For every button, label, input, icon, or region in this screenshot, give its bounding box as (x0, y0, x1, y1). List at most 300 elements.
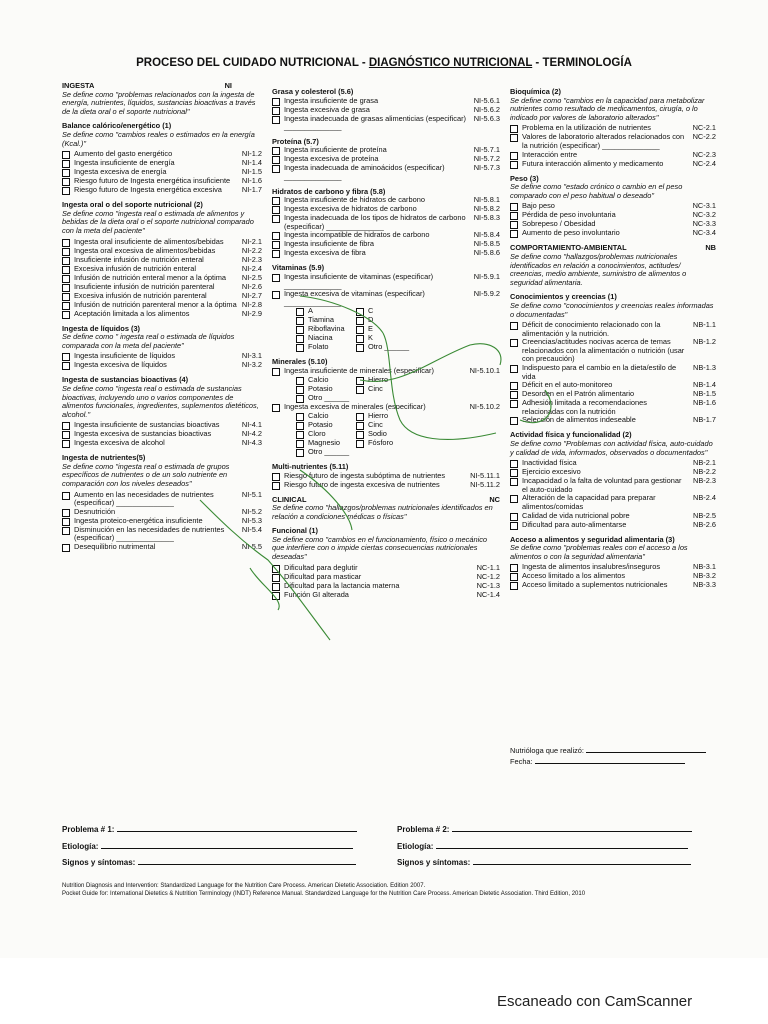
option-item[interactable] (356, 376, 416, 385)
checkbox[interactable] (272, 98, 280, 106)
ingesta-definition: Se define como "problemas relacionados con la ingesta de energía, nutrientes, líquidos, sustancias bioactivas a través de la dieta oral o el soporte nutricional" (62, 89, 256, 116)
checklist-item-bioquimica[interactable] (510, 133, 716, 150)
multi-nutrientes-title: Multi-nutrientes (5.11) (272, 461, 349, 471)
column-clinical-behavior (510, 82, 716, 590)
item-code: NI-5.5 (241, 542, 262, 552)
checklist-item-ingesta-sub-3[interactable] (62, 361, 262, 370)
comportamiento-title: COMPORTAMIENTO-AMBIENTAL (510, 243, 627, 253)
checkbox[interactable] (62, 302, 70, 310)
ingesta-code: NI (224, 81, 232, 90)
checkbox[interactable] (510, 495, 518, 503)
checkbox[interactable] (62, 257, 70, 265)
hidratos-title: Hidratos de carbono y fibra (5.8) (272, 186, 386, 196)
checkbox[interactable] (510, 365, 518, 373)
acceso-alimentos-section (510, 536, 716, 591)
checkbox[interactable] (272, 404, 280, 412)
checkbox[interactable] (62, 518, 70, 526)
option-item[interactable] (356, 325, 416, 334)
option-label: Potasio (308, 383, 333, 393)
fecha-label: Fecha: (510, 757, 533, 766)
ingesta-sub-2-title: Ingesta oral o del soporte nutricional (2) (62, 200, 203, 210)
actividad-fisica-title: Actividad física y funcionalidad (2) (510, 430, 632, 440)
option-item[interactable] (356, 439, 416, 448)
checkbox[interactable] (510, 513, 518, 521)
item-label: Ingesta excesiva de alcohol (74, 438, 165, 448)
checkbox[interactable] (356, 422, 364, 430)
problem-1-line[interactable] (117, 823, 357, 832)
option-label: E (368, 324, 373, 334)
item-code: NI-2.7 (241, 290, 262, 300)
checkbox[interactable] (272, 291, 280, 299)
checkbox[interactable] (272, 583, 280, 591)
funcional-definition: Se define como "cambios en el funcionamiento, físico o mecánico que interfiere con o impide ciertas consecuencias nutricionales deseadas" (272, 534, 488, 562)
checkbox[interactable] (510, 564, 518, 572)
checkbox[interactable] (62, 527, 70, 535)
checkbox[interactable] (62, 248, 70, 256)
checkbox[interactable] (510, 322, 518, 330)
ingesta-sub-2-definition: Se define como "ingesta real o estimada de alimentos y bebidas de la dieta oral o el soporte nutricional comparado con la meta del paciente" (62, 208, 254, 235)
checkbox[interactable] (510, 469, 518, 477)
checkbox[interactable] (272, 473, 280, 481)
item-label: Selección de alimentos indeseable (522, 415, 636, 425)
etiology-2-line[interactable] (436, 840, 688, 849)
checkbox[interactable] (510, 478, 518, 486)
checkbox[interactable] (296, 422, 304, 430)
item-label: Ingesta insuficiente de líquidos (74, 351, 176, 361)
item-code: NC-1.3 (476, 580, 500, 590)
reference-1: Nutrition Diagnosis and Intervention: Standardized Language for the Nutrition Care Process. American Dietetic Association. Edition 2007. (62, 883, 426, 889)
checklist-item-vitaminas[interactable] (272, 273, 500, 290)
checkbox[interactable] (62, 362, 70, 370)
item-code: NI-2.9 (241, 308, 262, 318)
item-label: Ingesta inadecuada de los tipos de hidratos de carbono (especificar) ______________ (284, 213, 466, 231)
checklist-item-grasa[interactable] (272, 115, 500, 132)
item-label: Dificultad para la lactancia materna (284, 580, 400, 590)
option-label: Otro ______ (308, 392, 350, 402)
item-label: Problema en la utilización de nutrientes (522, 123, 652, 133)
checkbox[interactable] (62, 151, 70, 159)
grasa-title: Grasa y colesterol (5.6) (272, 87, 354, 96)
option-label: Cinc (368, 383, 383, 393)
clinical-section (272, 496, 500, 522)
problem-1-block (62, 822, 357, 872)
item-label: Ingesta insuficiente de proteína (284, 145, 387, 155)
checkbox[interactable] (510, 134, 518, 142)
checklist-item-ingesta-sub-4[interactable] (62, 439, 262, 448)
checkbox[interactable] (62, 187, 70, 195)
item-code: NI-5.6.2 (473, 104, 500, 114)
item-label: Sobrepeso / Obesidad (522, 219, 596, 229)
acceso-alimentos-title: Acceso a alimentos y seguridad alimentaria (3) (510, 534, 675, 544)
checkbox[interactable] (62, 239, 70, 247)
item-code: NI-5.11.1 (470, 470, 500, 480)
item-code: NI-1.6 (241, 176, 262, 186)
checklist-item-ingesta-sub-1[interactable] (62, 186, 262, 195)
item-label: Excesiva infusión de nutrición enteral (74, 263, 197, 273)
actividad-fisica-section (510, 431, 716, 529)
checkbox[interactable] (296, 449, 304, 457)
item-label: Ingesta insuficiente de grasa (284, 95, 379, 105)
item-label: Dificultad para auto-alimentarse (522, 519, 627, 529)
item-label: Calidad de vida nutricional pobre (522, 510, 630, 520)
option-label: Niacina (308, 333, 333, 343)
checkbox[interactable] (272, 241, 280, 249)
option-label: Hierro (368, 374, 389, 384)
item-label: Creencias/actitudes nocivas acerca de temas relacionados con la alimentación o nutrición (usar con precaución) (522, 337, 685, 364)
peso-section (510, 175, 716, 239)
checkbox[interactable] (510, 460, 518, 468)
checkbox[interactable] (272, 197, 280, 205)
checkbox[interactable] (296, 344, 304, 352)
checkbox[interactable] (510, 152, 518, 160)
clinical-code: NC (489, 494, 500, 504)
item-code: NI-5.8.4 (473, 230, 500, 240)
item-code: NC-1.4 (476, 589, 500, 599)
proteina-section (272, 138, 500, 182)
checkbox[interactable] (62, 311, 70, 319)
problem-1-label: Problema # 1: (62, 825, 115, 834)
item-label: Función GI alterada (284, 589, 349, 599)
option-item[interactable] (296, 448, 356, 457)
reference-2: Pocket Guide for: International Dietetics & Nutrition Terminology (INDT) Reference Manual. Standardized Language for the Nutrition Care Process. American Dietetic Association. Third Edition, 2010 (62, 890, 586, 897)
checkbox[interactable] (510, 339, 518, 347)
checklist-item-ingesta-sub-2[interactable] (62, 310, 262, 319)
item-label: Inactividad física (522, 458, 577, 468)
checkbox[interactable] (272, 107, 280, 115)
fecha-line[interactable] (535, 756, 685, 764)
checkbox[interactable] (272, 232, 280, 240)
checklist-item-bioquimica[interactable] (510, 160, 716, 169)
conocimientos-definition: Se define como "conocimientos y creencias reales informadas o documentadas" (510, 300, 714, 319)
option-item[interactable] (356, 385, 416, 394)
checklist-item-conocimientos[interactable] (510, 364, 716, 381)
item-label: Insuficiente infusión de nutrición enteral (74, 254, 204, 264)
option-label: C (368, 306, 374, 316)
checkbox[interactable] (296, 317, 304, 325)
checkbox[interactable] (272, 592, 280, 600)
item-label: Aumento del gasto energético (74, 149, 173, 159)
item-label: Desorden en el Patrón alimentario (522, 389, 635, 399)
checklist-item-conocimientos[interactable] (510, 399, 716, 416)
checkbox[interactable] (510, 573, 518, 581)
checklist-item-actividad-fisica[interactable] (510, 521, 716, 530)
item-code: NC-2.3 (692, 149, 716, 159)
checkbox[interactable] (356, 308, 364, 316)
checkbox[interactable] (272, 574, 280, 582)
item-label: Riesgo futuro de ingesta excesiva de nutrientes (284, 479, 440, 489)
checkbox[interactable] (356, 440, 364, 448)
option-item[interactable] (356, 307, 416, 316)
checkbox[interactable] (272, 147, 280, 155)
clinical-definition: Se define como "hallazgos/problemas nutricionales identificados en relación a condiciones médicas o físicas" (272, 503, 493, 521)
comportamiento-definition: Se define como "hallazgos/problemas nutricionales identificados en relación a conocimientos, actitudes/ creencias, medio ambiente, suministro de alimentos o seguridad alimentaria. (510, 251, 687, 287)
item-code: NI-5.9.2 (473, 289, 500, 299)
item-code: NI-1.7 (241, 185, 262, 195)
item-code: NB-3.1 (692, 562, 716, 572)
checklist-item-peso[interactable] (510, 229, 716, 238)
checkbox[interactable] (272, 274, 280, 282)
option-item[interactable] (296, 421, 356, 430)
option-label: Magnesio (308, 437, 341, 447)
checklist-item-funcional[interactable] (272, 591, 500, 600)
item-label: Riesgo futuro de ingesta subóptima de nutrientes (284, 470, 446, 480)
checklist-item-hidratos[interactable] (272, 214, 500, 231)
item-code: NB-1.4 (692, 380, 716, 390)
item-label: Ingesta excesiva de fibra (284, 248, 366, 258)
checkbox[interactable] (296, 386, 304, 394)
checkbox[interactable] (510, 400, 518, 408)
checkbox[interactable] (272, 368, 280, 376)
item-label: Bajo peso (522, 201, 555, 211)
item-code: NI-2.1 (241, 236, 262, 246)
item-code: NI-5.8.2 (473, 204, 500, 214)
item-code: NC-3.2 (692, 210, 716, 220)
item-code: NI-1.5 (241, 167, 262, 177)
item-label: Ingesta inadecuada de grasas alimenticias (especificar) ______________ (284, 113, 466, 132)
option-grid (296, 412, 500, 457)
ingesta-sub-2-section (62, 201, 262, 318)
checklist-item-multi-nutrientes[interactable] (272, 481, 500, 490)
checkbox[interactable] (510, 522, 518, 530)
item-label: Infusión de nutrición parenteral menor a la óptima (74, 299, 237, 309)
checkbox[interactable] (356, 335, 364, 343)
checkbox[interactable] (356, 377, 364, 385)
option-label: D (368, 315, 374, 325)
checkbox[interactable] (272, 482, 280, 490)
option-label: Fósforo (368, 437, 394, 447)
item-code: NI-3.1 (241, 351, 262, 361)
ingesta-sub-5-title: Ingesta de nutrientes(5) (62, 453, 146, 463)
clinical-title: CLINICAL (272, 494, 307, 504)
checkbox[interactable] (272, 116, 280, 124)
funcional-section (272, 527, 500, 599)
checklist-item-ingesta-sub-5[interactable] (62, 526, 262, 543)
option-item[interactable] (356, 343, 416, 352)
item-code: NB-2.4 (692, 493, 716, 503)
funcional-title: Funcional (1) (272, 526, 318, 536)
item-label: Aumento de peso involuntario (522, 228, 620, 238)
conocimientos-section (510, 293, 716, 425)
item-label: Ingesta excesiva de proteína (284, 154, 379, 164)
multi-nutrientes-section (272, 463, 500, 490)
etiology-1-label: Etiología: (62, 841, 99, 851)
bioquimica-section (510, 88, 716, 169)
nutriologa-label: Nutrióloga que realizó: (510, 746, 584, 755)
item-label: Acceso limitado a suplementos nutricionales (522, 580, 668, 590)
ingesta-sub-1-title: Balance calórico/energético (1) (62, 121, 172, 131)
item-code: NI-5.6.1 (473, 95, 500, 105)
checklist-item-hidratos[interactable] (272, 249, 500, 258)
option-label: Calcio (308, 410, 329, 420)
ingesta-sub-4-definition: Se define como "ingesta real o estimada de sustancias bioactivas, incluyendo uno o varios componentes de alimentos funcionales, ingredientes, suplementos dietéticos, alcohol." (62, 383, 259, 419)
checklist-item-conocimientos[interactable] (510, 321, 716, 338)
item-code: NI-3.2 (241, 360, 262, 370)
item-label: Déficit de conocimiento relacionado con la alimentación y la nutrición. (522, 320, 661, 338)
option-label: Calcio (308, 374, 329, 384)
bioquimica-title: Bioquímica (2) (510, 87, 561, 96)
checkbox[interactable] (356, 431, 364, 439)
item-code: NI-4.1 (241, 420, 262, 430)
comportamiento-section (510, 244, 716, 287)
item-label: Pérdida de peso involuntaria (522, 210, 616, 220)
item-code: NI-5.2 (241, 506, 262, 516)
checkbox[interactable] (356, 326, 364, 334)
item-label: Insuficiente infusión de nutrición parenteral (74, 281, 215, 291)
problem-2-block (397, 822, 692, 872)
title-part-3: - TERMINOLOGÍA (532, 57, 632, 69)
checkbox[interactable] (296, 326, 304, 334)
option-label: Cinc (368, 419, 383, 429)
item-label: Ingesta insuficiente de minerales (especificar) (284, 365, 434, 375)
checklist-item-conocimientos[interactable] (510, 416, 716, 425)
ingesta-sub-4-section (62, 376, 262, 448)
checkbox[interactable] (296, 377, 304, 385)
checkbox[interactable] (62, 509, 70, 517)
item-label: Ingesta excesiva de grasa (284, 104, 370, 114)
item-label: Ingesta insuficiente de energía (74, 158, 175, 168)
checkbox[interactable] (510, 391, 518, 399)
checkbox[interactable] (62, 492, 70, 500)
item-code: NI-5.10.2 (469, 401, 500, 411)
checkbox[interactable] (510, 221, 518, 229)
checklist-item-vitaminas[interactable] (272, 290, 500, 307)
option-label: Cloro (308, 428, 326, 438)
checkbox[interactable] (62, 178, 70, 186)
title-part-1: PROCESO DEL CUIDADO NUTRICIONAL - (136, 57, 369, 69)
ingesta-sub-3-title: Ingesta de líquidos (3) (62, 323, 141, 333)
checkbox[interactable] (510, 125, 518, 133)
item-label: Futura interacción alimento y medicamento (522, 158, 664, 168)
item-code: NC-1.2 (476, 571, 500, 581)
checkbox[interactable] (510, 417, 518, 425)
etiology-2-label: Etiología: (397, 841, 434, 851)
ingesta-sub-5-definition: Se define como "ingesta real o estimada de grupos específicos de nutrientes o de un solo nutriente en comparación con los niveles deseados" (62, 461, 230, 489)
item-code: NC-2.4 (692, 158, 716, 168)
item-label: Ingesta excesiva de minerales (especificar) (284, 401, 426, 411)
signs-1-line[interactable] (138, 856, 356, 865)
checkbox[interactable] (62, 544, 70, 552)
option-item[interactable] (356, 316, 416, 325)
peso-title: Peso (3) (510, 173, 539, 183)
item-code: NB-1.2 (692, 337, 716, 347)
page-title (0, 57, 768, 69)
ingesta-sub-1-section (62, 122, 262, 195)
checkbox[interactable] (296, 440, 304, 448)
signs-2-line[interactable] (473, 856, 691, 865)
checklist-item-ingesta-sub-5[interactable] (62, 543, 262, 552)
option-grid (296, 307, 500, 352)
item-label: Disminución en las necesidades de nutrientes (especificar) ______________ (74, 524, 225, 543)
option-label: Tiamina (308, 315, 335, 325)
item-code: NB-1.3 (692, 363, 716, 373)
checkbox[interactable] (510, 582, 518, 590)
hidratos-section (272, 188, 500, 259)
checklist-item-conocimientos[interactable] (510, 338, 716, 364)
checkbox[interactable] (62, 431, 70, 439)
checklist-item-proteina[interactable] (272, 164, 500, 181)
checkbox[interactable] (62, 266, 70, 274)
checklist-item-ingesta-sub-5[interactable] (62, 491, 262, 508)
checkbox[interactable] (356, 413, 364, 421)
checkbox[interactable] (272, 565, 280, 573)
item-code: NI-5.10.1 (469, 365, 500, 375)
option-item[interactable] (356, 412, 416, 421)
checkbox[interactable] (356, 317, 364, 325)
checkbox[interactable] (510, 161, 518, 169)
checkbox[interactable] (272, 165, 280, 173)
item-label: Ingesta excesiva de vitaminas (especificar) ______________ (284, 289, 425, 307)
camscanner-watermark: Escaneado con CamScanner (497, 993, 693, 1010)
checkbox[interactable] (272, 250, 280, 258)
item-code: NC-1.1 (476, 562, 500, 572)
signature-block (510, 745, 706, 767)
checklist-item-actividad-fisica[interactable] (510, 477, 716, 494)
checkbox[interactable] (62, 160, 70, 168)
checkbox[interactable] (272, 206, 280, 214)
item-label: Desequilibrio nutrimental (74, 542, 156, 552)
checkbox[interactable] (62, 293, 70, 301)
item-label: Aumento en las necesidades de nutrientes (especificar) ______________ (74, 489, 214, 508)
item-label: Ingesta proteico-energética insuficiente (74, 515, 203, 525)
acceso-alimentos-definition: Se define como "problemas reales con el acceso a los alimentos o con la seguridad alimentaria" (510, 543, 688, 561)
checkbox[interactable] (62, 275, 70, 283)
checklist-item-acceso-alimentos[interactable] (510, 581, 716, 590)
checkbox[interactable] (272, 215, 280, 223)
signs-1-label: Signos y síntomas: (62, 858, 136, 867)
item-label: Dificultad para deglutir (284, 562, 358, 572)
checkbox[interactable] (62, 353, 70, 361)
etiology-1-line[interactable] (101, 840, 353, 849)
option-label: Hierro (368, 410, 389, 420)
checkbox[interactable] (296, 413, 304, 421)
item-label: Ingesta excesiva de energía (74, 167, 167, 177)
nutriologa-line[interactable] (586, 745, 706, 753)
item-code: NI-5.3 (241, 515, 262, 525)
item-label: Ingesta insuficiente de fibra (284, 239, 374, 249)
checkbox[interactable] (510, 382, 518, 390)
item-label: Ingesta oral insuficiente de alimentos/bebidas (74, 236, 224, 246)
checkbox[interactable] (62, 422, 70, 430)
checkbox[interactable] (356, 344, 364, 352)
checkbox[interactable] (62, 284, 70, 292)
option-label: Otro ______ (308, 446, 350, 456)
item-code: NI-1.2 (241, 149, 262, 159)
checkbox[interactable] (296, 431, 304, 439)
checkbox[interactable] (510, 212, 518, 220)
item-label: Ingesta oral excesiva de alimentos/bebidas (74, 245, 216, 255)
checkbox[interactable] (510, 230, 518, 238)
checkbox[interactable] (510, 203, 518, 211)
checkbox[interactable] (356, 386, 364, 394)
item-code: NB-2.5 (692, 510, 716, 520)
checkbox[interactable] (296, 308, 304, 316)
minerales-title: Minerales (5.10) (272, 357, 328, 367)
problem-2-line[interactable] (452, 823, 692, 832)
ingesta-sub-1-definition: Se define como "cambios reales o estimados en la energía (Kcal.)" (62, 129, 255, 148)
item-label: Ingesta incompatible de hidratos de carbono (284, 230, 430, 240)
column-ingesta (62, 82, 262, 552)
item-label: Ingesta insuficiente de hidratos de carbono (284, 195, 425, 205)
checkbox[interactable] (272, 156, 280, 164)
option-item[interactable] (296, 343, 356, 352)
grasa-section (272, 88, 500, 132)
checkbox[interactable] (296, 335, 304, 343)
item-label: Ingesta insuficiente de sustancias bioactivas (74, 420, 220, 430)
vitaminas-title: Vitaminas (5.9) (272, 263, 325, 273)
checkbox[interactable] (62, 440, 70, 448)
checkbox[interactable] (62, 169, 70, 177)
checklist-item-actividad-fisica[interactable] (510, 494, 716, 511)
